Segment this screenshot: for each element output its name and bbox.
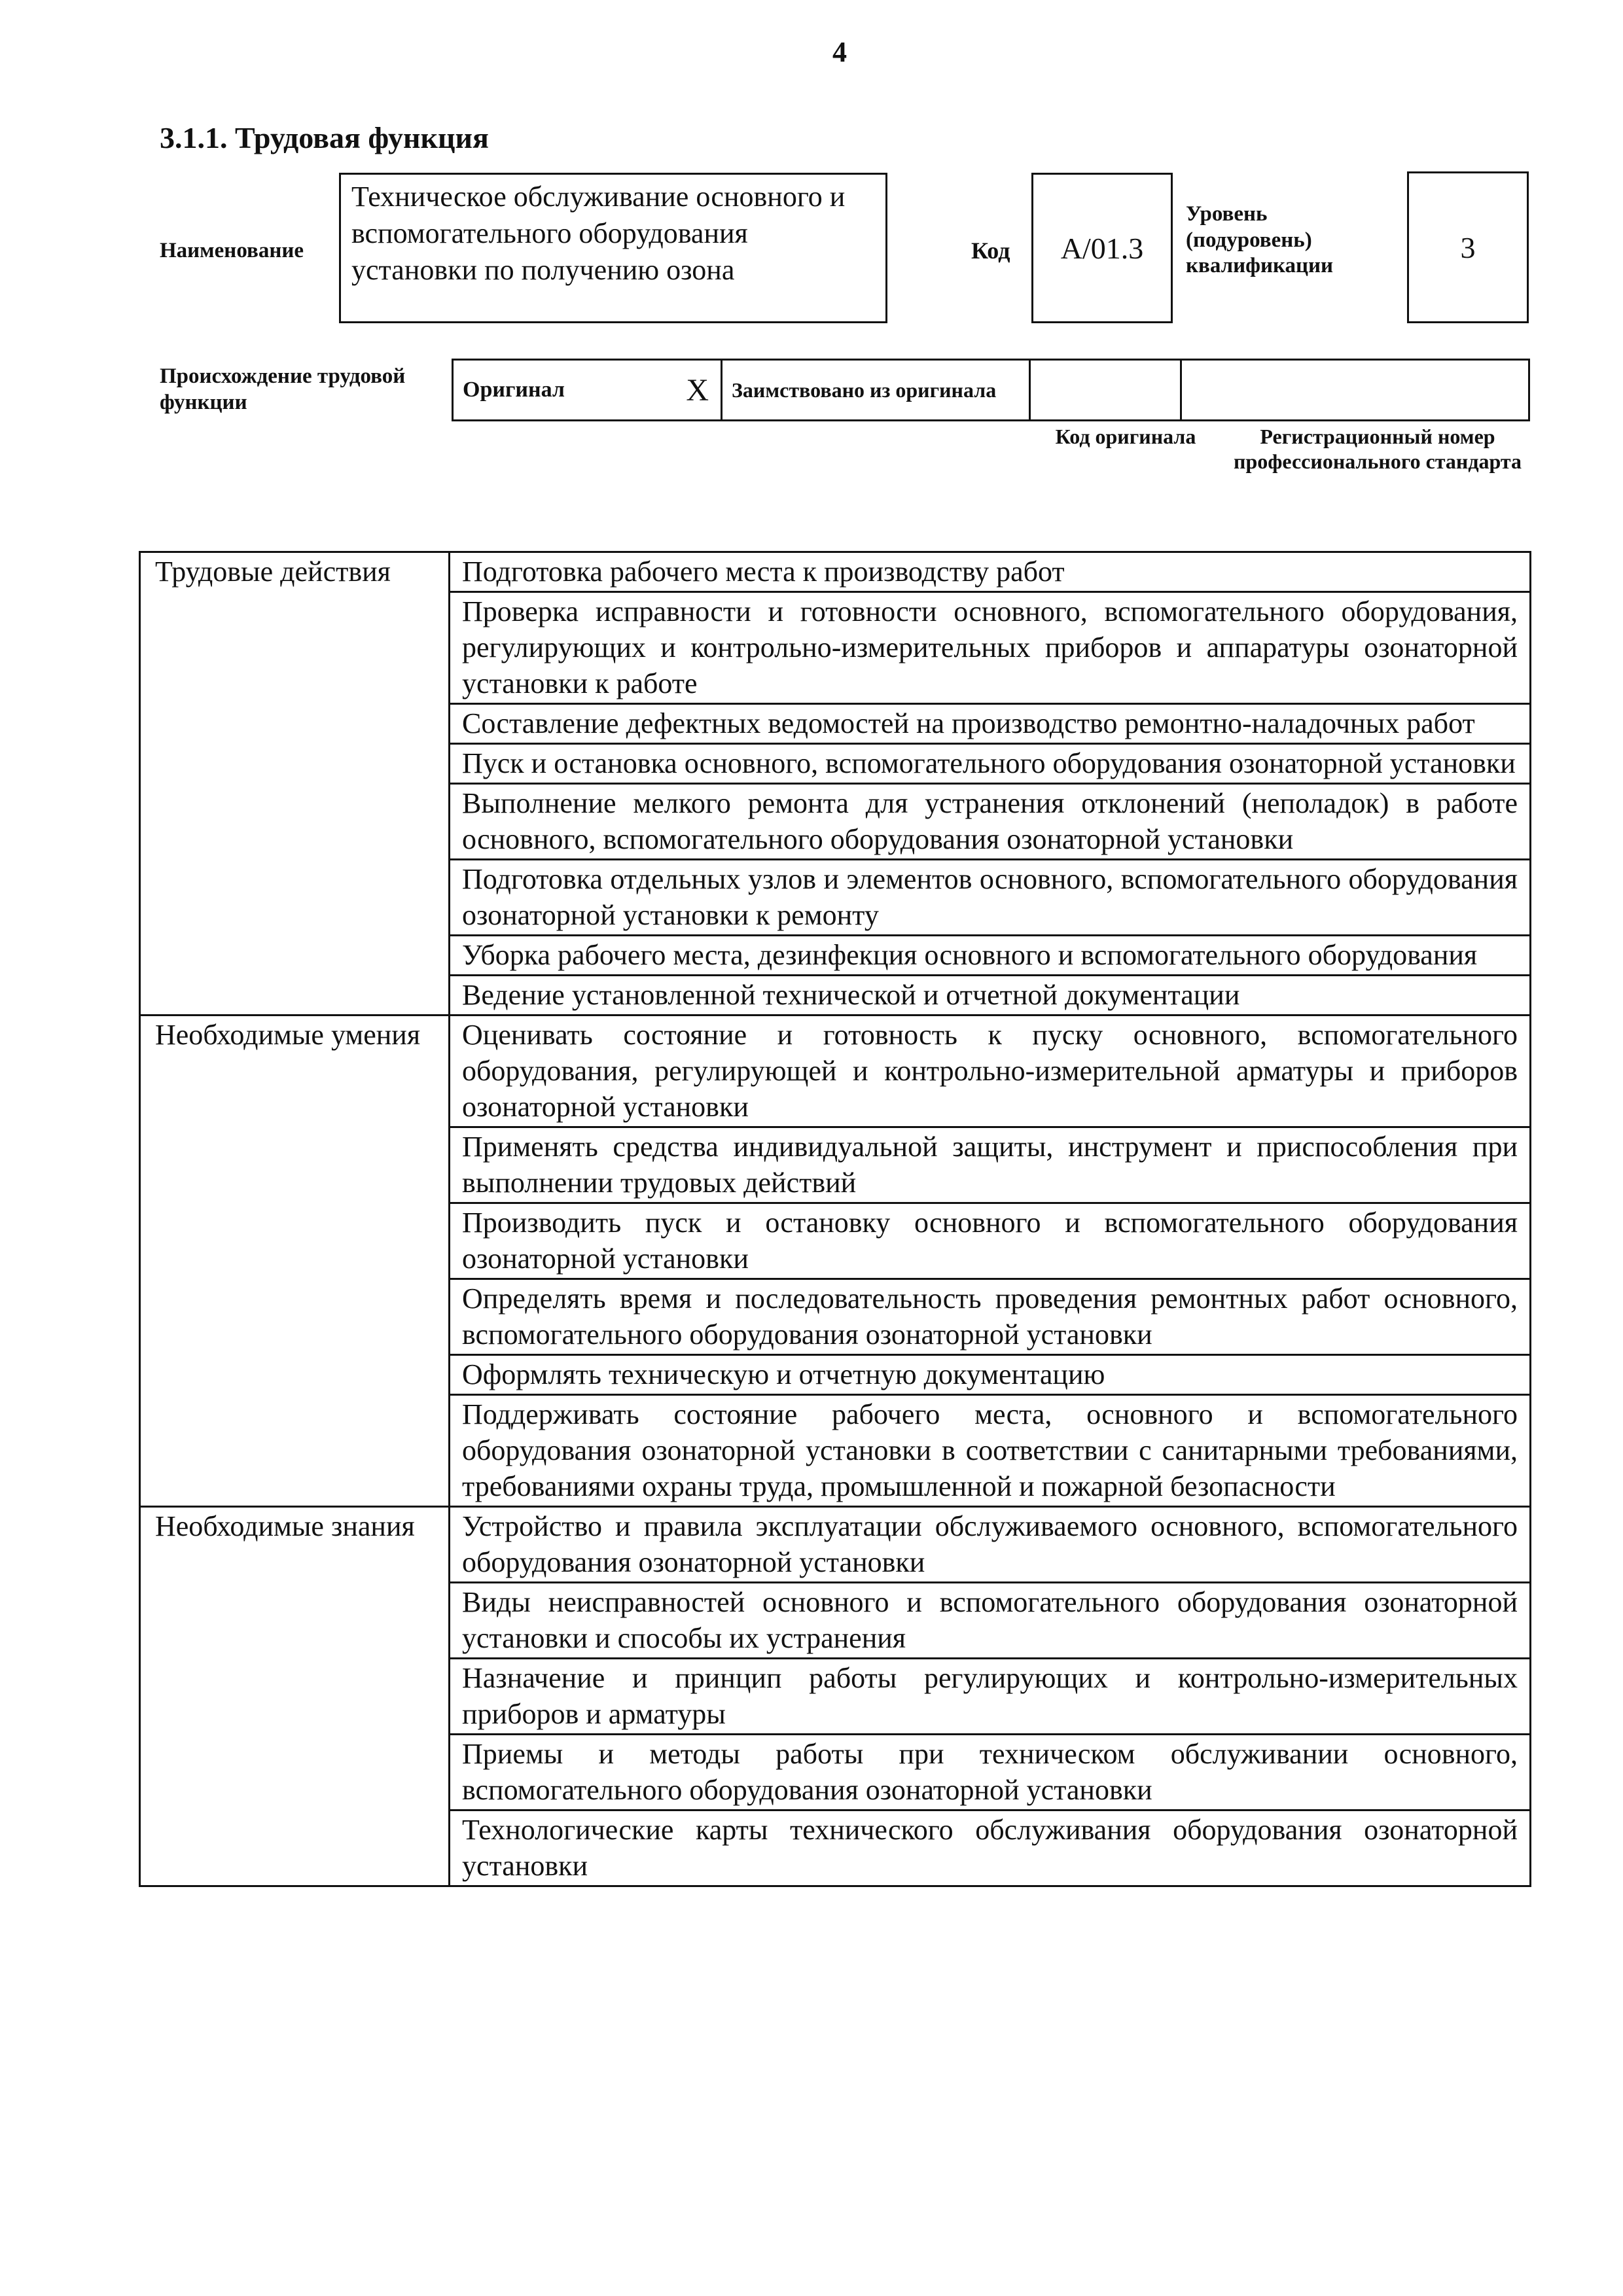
reg-number-caption: Регистрационный номер профессионального стандарта (1234, 425, 1522, 474)
section-item: Приемы и методы работы при техническом обслуживании основного, вспомогательного оборудования озонаторной установки (450, 1735, 1531, 1810)
original-mark: X (647, 360, 722, 421)
section-item: Ведение установленной технической и отчетной документации (450, 976, 1531, 1016)
function-details-table (139, 551, 1531, 1887)
table-row (140, 1507, 1531, 1583)
section-item: Подготовка отдельных узлов и элементов основного, вспомогательного оборудования озонаторной установки к ремонту (450, 860, 1531, 936)
code-box (1031, 173, 1173, 323)
section-item: Технологические карты технического обслуживания оборудования озонаторной установки (450, 1810, 1531, 1886)
function-name-box (339, 173, 887, 323)
function-name-value: Техническое обслуживание основного и вспомогательного оборудования установки по получению озона (351, 181, 846, 286)
section-item: Определять время и последовательность проведения ремонтных работ основного, вспомогательного оборудования озонаторной установки (450, 1279, 1531, 1355)
section-heading: Необходимые умения (140, 1016, 450, 1507)
section-item: Виды неисправностей основного и вспомогательного оборудования озонаторной установки и способы их устранения (450, 1583, 1531, 1659)
code-original-caption: Код оригинала (1055, 425, 1196, 448)
section-item: Подготовка рабочего места к производству работ (450, 552, 1531, 592)
section-item: Выполнение мелкого ремонта для устранения отклонений (неполадок) в работе основного, вспомогательного оборудования озонаторной установки (450, 784, 1531, 860)
section-item: Оценивать состояние и готовность к пуску основного, вспомогательного оборудования, регулирующей и контрольно-измерительной арматуры и приборов озонаторной установки (450, 1016, 1531, 1127)
section-item: Назначение и принцип работы регулирующих и контрольно-измерительных приборов и арматуры (450, 1659, 1531, 1735)
section-item: Уборка рабочего места, дезинфекция основного и вспомогательного оборудования (450, 936, 1531, 976)
level-value: 3 (1460, 230, 1476, 264)
level-box (1407, 171, 1529, 323)
section-item: Применять средства индивидуальной защиты, инструмент и приспособления при выполнении трудовых действий (450, 1127, 1531, 1203)
origin-table (452, 359, 1530, 421)
code-original-cell (1030, 360, 1181, 421)
section-item: Производить пуск и остановку основного и вспомогательного оборудования озонаторной установки (450, 1203, 1531, 1279)
original-label: Оригинал (453, 360, 648, 421)
code-value: А/01.3 (1060, 231, 1144, 265)
section-item: Оформлять техническую и отчетную документацию (450, 1355, 1531, 1395)
level-label: Уровень (подуровень) квалификации (1186, 202, 1334, 278)
section-heading: Необходимые знания (140, 1507, 450, 1886)
table-row (140, 1016, 1531, 1127)
section-item: Проверка исправности и готовности основного, вспомогательного оборудования, регулирующих и контрольно-измерительных приборов и аппаратуры озонаторной установки к работе (450, 592, 1531, 704)
section-title: 3.1.1. Трудовая функция (160, 121, 489, 154)
section-heading: Трудовые действия (140, 552, 450, 1016)
code-label: Код (971, 238, 1010, 264)
reg-number-cell (1181, 360, 1529, 421)
page-number: 4 (832, 36, 847, 68)
section-item: Поддерживать состояние рабочего места, основного и вспомогательного оборудования озонаторной установки в соответствии с санитарными требованиями, требованиями охраны труда, промышленной и пожарной безопасности (450, 1395, 1531, 1507)
section-item: Пуск и остановка основного, вспомогательного оборудования озонаторной установки (450, 744, 1531, 784)
section-item: Устройство и правила эксплуатации обслуживаемого основного, вспомогательного оборудования озонаторной установки (450, 1507, 1531, 1583)
name-label: Наименование (160, 239, 304, 262)
borrowed-label: Заимствовано из оригинала (722, 360, 1030, 421)
origin-label: Происхождение трудовой функции (160, 364, 406, 414)
table-row (140, 552, 1531, 592)
section-item: Составление дефектных ведомостей на производство ремонтно-наладочных работ (450, 704, 1531, 744)
